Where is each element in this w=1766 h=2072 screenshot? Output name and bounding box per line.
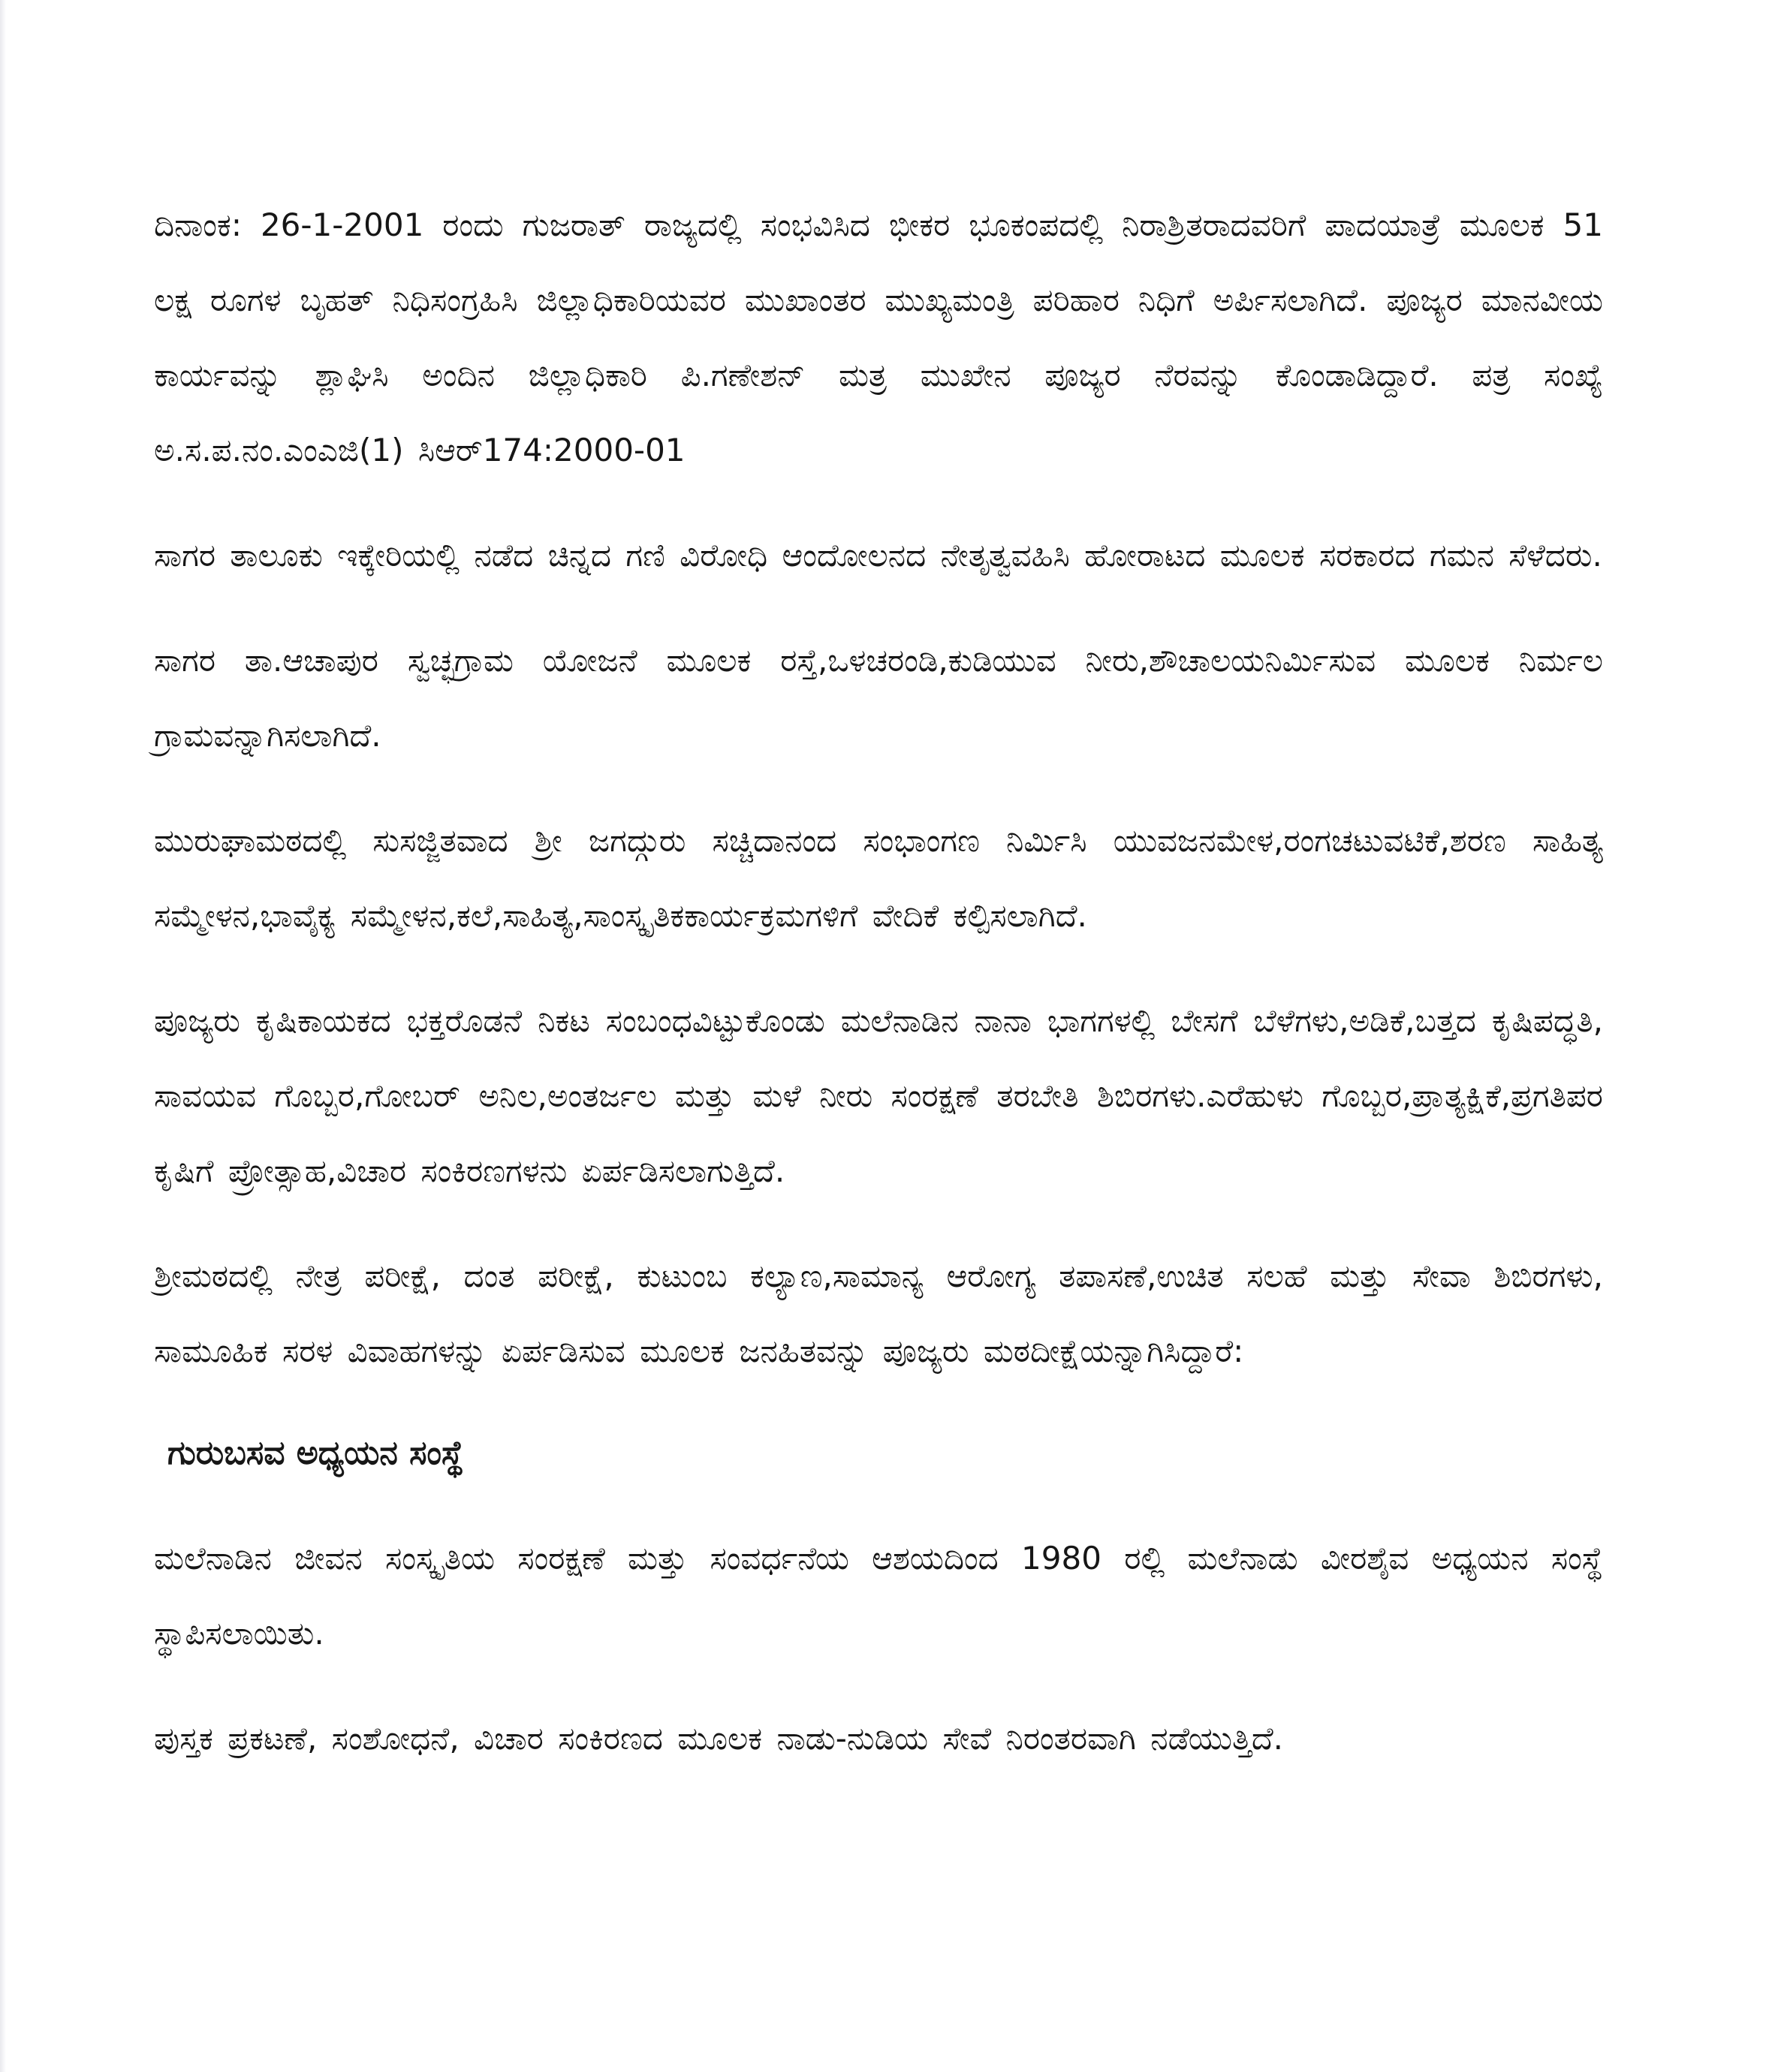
paragraph-agriculture: ಪೂಜ್ಯರು ಕೃಷಿಕಾಯಕದ ಭಕ್ತರೊಡನೆ ನಿಕಟ ಸಂಬಂಧವಿಟ್ಟುಕೊಂಡು ಮಲೆನಾಡಿನ ನಾನಾ ಭಾಗಗಳಲ್ಲಿ ಬೇಸಗೆ ಬೆಳೆಗಳು,ಅಡಿಕೆ,ಬತ್ತದ ಕೃಷಿಪದ್ಧತಿ, ಸಾವಯವ ಗೊಬ್ಬರ,ಗೋಬರ್ ಅನಿಲ,ಅಂತರ್ಜಲ ಮತ್ತು ಮಳೆ ನೀರು ಸಂರಕ್ಷಣೆ ತರಬೇತಿ ಶಿಬಿರಗಳು.ಎರೆಹುಳು ಗೊಬ್ಬರ,ಪ್ರಾತ್ಯಕ್ಷಿಕೆ,ಪ್ರಗತಿಪರ ಕೃಷಿಗೆ ಪ್ರೋತ್ಸಾಹ,ವಿಚಾರ ಸಂಕಿರಣಗಳನು ಏರ್ಪಡಿಸಲಾಗುತ್ತಿದೆ.: [154, 1002, 1603, 1189]
paragraph-institute-activities: ಪುಸ್ತಕ ಪ್ರಕಟಣೆ, ಸಂಶೋಧನೆ, ವಿಚಾರ ಸಂಕಿರಣದ ಮೂಲಕ ನಾಡು-ನುಡಿಯ ಸೇವೆ ನಿರಂತರವಾಗಿ ನಡೆಯುತ್ತಿದೆ.: [154, 1720, 1284, 1757]
section-heading: ಗುರುಬಸವ ಅಧ್ಯಯನ ಸಂಸ್ಥೆ: [167, 1434, 464, 1472]
paragraph-clean-village: ಸಾಗರ ತಾ.ಆಚಾಪುರ ಸ್ವಚ್ಛಗ್ರಾಮ ಯೋಜನೆ ಮೂಲಕ ರಸ್ತೆ,ಒಳಚರಂಡಿ,ಕುಡಿಯುವ ನೀರು,ಶೌಚಾಲಯನಿರ್ಮಿಸುವ ಮೂಲಕ ನಿರ್ಮಲ ಗ್ರಾಮವನ್ನಾಗಿಸಲಾಗಿದೆ.: [154, 642, 1603, 754]
paragraph-gujarat-relief: ದಿನಾಂಕ: 26-1-2001 ರಂದು ಗುಜರಾತ್ ರಾಜ್ಯದಲ್ಲಿ ಸಂಭವಿಸಿದ ಭೀಕರ ಭೂಕಂಪದಲ್ಲಿ ನಿರಾಶ್ರಿತರಾದವರಿಗೆ ಪಾದಯಾತ್ರೆ ಮೂಲಕ 51 ಲಕ್ಷ ರೂಗಳ ಬೃಹತ್ ನಿಧಿಸಂಗ್ರಹಿಸಿ ಜಿಲ್ಲಾಧಿಕಾರಿಯವರ ಮುಖಾಂತರ ಮುಖ್ಯಮಂತ್ರಿ ಪರಿಹಾರ ನಿಧಿಗೆ ಅರ್ಪಿಸಲಾಗಿದೆ. ಪೂಜ್ಯರ ಮಾನವೀಯ ಕಾರ್ಯವನ್ನು ಶ್ಲಾಘಿಸಿ ಅಂದಿನ ಜಿಲ್ಲಾಧಿಕಾರಿ ಪಿ.ಗಣೇಶನ್ ಮತ್ರ ಮುಖೇನ ಪೂಜ್ಯರ ನೆರವನ್ನು ಕೊಂಡಾಡಿದ್ದಾರೆ. ಪತ್ರ ಸಂಖ್ಯೆ ಅ.ಸ.ಪ.ನಂ.ಎಂಎಜಿ(1) ಸಿಆರ್174:2000-01: [154, 206, 1603, 468]
scan-edge-shadow: [0, 0, 6, 2072]
paragraph-ikkeri-movement: ಸಾಗರ ತಾಲೂಕು ಇಕ್ಕೇರಿಯಲ್ಲಿ ನಡೆದ ಚಿನ್ನದ ಗಣಿ ವಿರೋಧಿ ಆಂದೋಲನದ ನೇತೃತ್ವವಹಿಸಿ ಹೋರಾಟದ ಮೂಲಕ ಸರಕಾರದ ಗಮನ ಸೆಳೆದರು.: [154, 537, 1602, 574]
paragraph-institute-founding: ಮಲೆನಾಡಿನ ಜೀವನ ಸಂಸ್ಕೃತಿಯ ಸಂರಕ್ಷಣೆ ಮತ್ತು ಸಂವರ್ಧನೆಯ ಆಶಯದಿಂದ 1980 ರಲ್ಲಿ ಮಲೆನಾಡು ವೀರಶೈವ ಅಧ್ಯಯನ ಸಂಸ್ಥೆ ಸ್ಥಾಪಿಸಲಾಯಿತು.: [154, 1540, 1603, 1652]
paragraph-auditorium: ಮುರುಘಾಮಠದಲ್ಲಿ ಸುಸಜ್ಜಿತವಾದ ಶ್ರೀ ಜಗದ್ಗುರು ಸಚ್ಚಿದಾನಂದ ಸಂಭಾಂಗಣ ನಿರ್ಮಿಸಿ ಯುವಜನಮೇಳ,ರಂಗಚಟುವಟಿಕೆ,ಶರಣ ಸಾಹಿತ್ಯ ಸಮ್ಮೇಳನ,ಭಾವೈಕ್ಯ ಸಮ್ಮೇಳನ,ಕಲೆ,ಸಾಹಿತ್ಯ,ಸಾಂಸ್ಕೃತಿಕಕಾರ್ಯಕ್ರಮಗಳಿಗೆ ವೇದಿಕೆ ಕಲ್ಪಿಸಲಾಗಿದೆ.: [154, 822, 1603, 934]
paragraph-health-camps: ಶ್ರೀಮಠದಲ್ಲಿ ನೇತ್ರ ಪರೀಕ್ಷೆ, ದಂತ ಪರೀಕ್ಷೆ, ಕುಟುಂಬ ಕಲ್ಯಾಣ,ಸಾಮಾನ್ಯ ಆರೋಗ್ಯ ತಪಾಸಣೆ,ಉಚಿತ ಸಲಹೆ ಮತ್ತು ಸೇವಾ ಶಿಬಿರಗಳು, ಸಾಮೂಹಿಕ ಸರಳ ವಿವಾಹಗಳನ್ನು ಏರ್ಪಡಿಸುವ ಮೂಲಕ ಜನಹಿತವನ್ನು ಪೂಜ್ಯರು ಮಠದೀಕ್ಷೆಯನ್ನಾಗಿಸಿದ್ದಾರೆ:: [154, 1257, 1603, 1369]
document-page: [154, 188, 1603, 1806]
